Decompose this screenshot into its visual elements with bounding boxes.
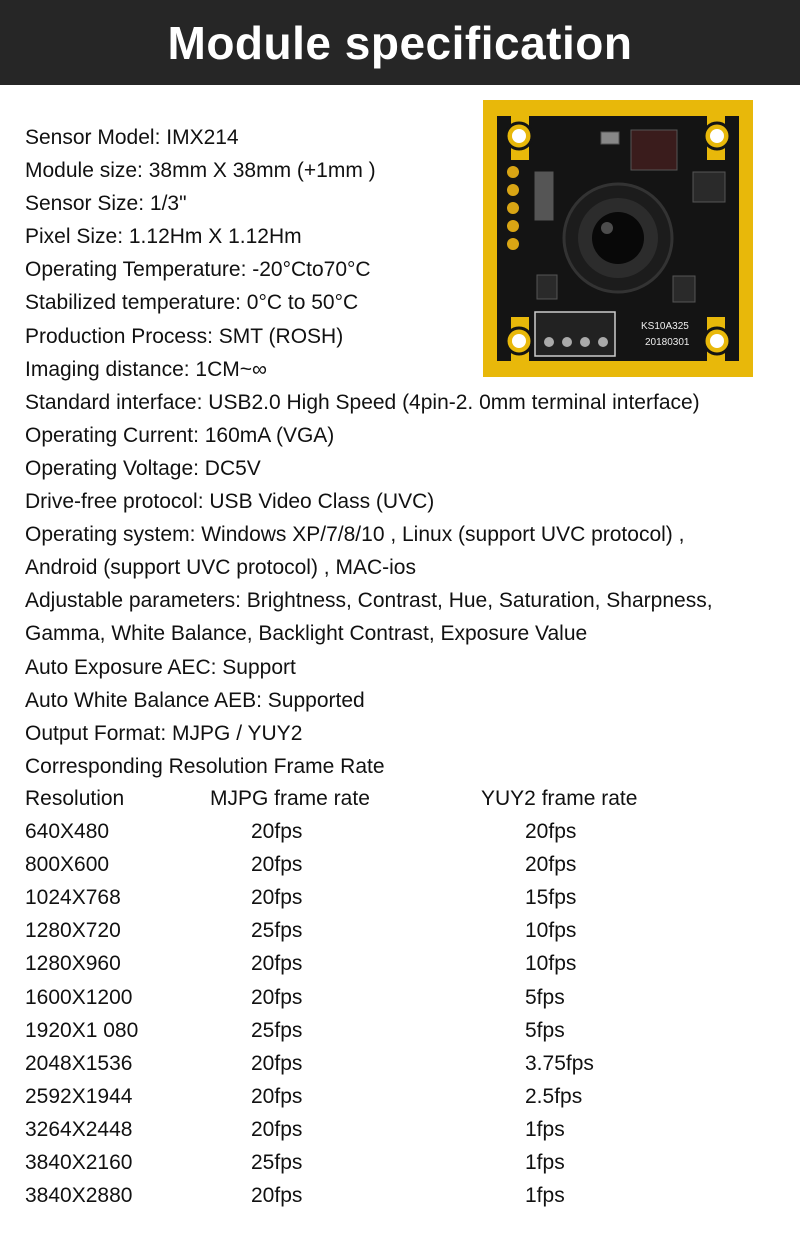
spec-line: Operating Voltage: DC5V: [25, 456, 261, 480]
spec-line: Module size: 38mm X 38mm (+1mm ): [25, 159, 376, 183]
cell-yuy2-rate: 1fps: [525, 1151, 565, 1175]
table-row: [25, 1113, 725, 1146]
cell-resolution: 3264X2448: [25, 1117, 133, 1141]
spec-line: Imaging distance: 1CM~∞: [25, 357, 268, 381]
cell-mjpg-rate: 20fps: [251, 1084, 303, 1108]
cell-yuy2-rate: 5fps: [525, 985, 565, 1009]
table-row: [25, 947, 725, 980]
spec-line: Production Process: SMT (ROSH): [25, 324, 344, 348]
cell-yuy2-rate: 10fps: [525, 919, 577, 943]
camera-module-photo: [483, 100, 753, 377]
cell-mjpg-rate: 20fps: [251, 985, 303, 1009]
usb-connector: [535, 312, 615, 356]
spec-line: Sensor Model: IMX214: [25, 126, 239, 149]
spec-line: Sensor Size: 1/3": [25, 192, 187, 216]
spec-line: Adjustable parameters: Brightness, Contrast, Hue, Saturation, Sharpness,: [25, 589, 713, 613]
cell-yuy2-rate: 1fps: [525, 1117, 565, 1141]
cell-yuy2-rate: 3.75fps: [525, 1051, 594, 1075]
table-row: [25, 1179, 725, 1212]
table-body: [25, 815, 725, 1212]
spec-line: Pixel Size: 1.12Hm X 1.12Hm: [25, 225, 302, 249]
spec-line: Operating Current: 160mA (VGA): [25, 423, 335, 447]
cell-resolution: 3840X2880: [25, 1184, 133, 1208]
frame-rate-table: [25, 782, 725, 1212]
cell-resolution: 2048X1536: [25, 1051, 133, 1075]
spec-line: Output Format: MJPG / YUY2: [25, 721, 303, 745]
cell-mjpg-rate: 20fps: [251, 1117, 303, 1141]
table-header-row: [25, 782, 725, 815]
column-header-mjpg: MJPG frame rate: [210, 787, 370, 810]
spec-line: Stabilized temperature: 0°C to 50°C: [25, 291, 359, 315]
table-row: [25, 1014, 725, 1047]
page-title: Module specification: [167, 16, 633, 69]
cell-resolution: 800X600: [25, 853, 110, 877]
spec-line: Auto White Balance AEB: Supported: [25, 688, 365, 712]
spec-line: Standard interface: USB2.0 High Speed (4pin-2. 0mm terminal interface): [25, 390, 700, 414]
spec-line: Gamma, White Balance, Backlight Contrast, Exposure Value: [25, 622, 588, 646]
table-row: [25, 914, 725, 947]
cell-yuy2-rate: 15fps: [525, 886, 577, 910]
table-row: [25, 981, 725, 1014]
cell-resolution: 1600X1200: [25, 985, 133, 1009]
cell-mjpg-rate: 20fps: [251, 853, 303, 877]
cell-yuy2-rate: 20fps: [525, 820, 577, 844]
title-banner: [0, 0, 800, 85]
cell-mjpg-rate: 25fps: [251, 1151, 303, 1175]
cell-resolution: 3840X2160: [25, 1151, 133, 1175]
cell-resolution: 1280X720: [25, 919, 121, 943]
table-row: [25, 1146, 725, 1179]
cell-mjpg-rate: 20fps: [251, 886, 303, 910]
cell-resolution: 1920X1 080: [25, 1018, 139, 1042]
lens: [564, 184, 672, 292]
cell-yuy2-rate: 20fps: [525, 853, 577, 877]
cell-resolution: 1024X768: [25, 886, 121, 910]
table-row: [25, 881, 725, 914]
cell-mjpg-rate: 20fps: [251, 1051, 303, 1075]
cell-mjpg-rate: 20fps: [251, 1184, 303, 1208]
cell-resolution: 1280X960: [25, 952, 121, 976]
cell-mjpg-rate: 20fps: [251, 952, 303, 976]
spec-line: Drive-free protocol: USB Video Class (UVC): [25, 490, 435, 514]
table-row: [25, 848, 725, 881]
cell-yuy2-rate: 10fps: [525, 952, 577, 976]
table-row: [25, 1080, 725, 1113]
board-label-model: KS10A325: [641, 321, 689, 332]
cell-resolution: 2592X1944: [25, 1084, 133, 1108]
spec-line: Operating system: Windows XP/7/8/10 , Linux (support UVC protocol) ,: [25, 523, 685, 547]
column-header-yuy2: YUY2 frame rate: [481, 787, 638, 810]
cell-yuy2-rate: 5fps: [525, 1018, 565, 1042]
table-row: [25, 815, 725, 848]
cell-mjpg-rate: 25fps: [251, 919, 303, 943]
cell-yuy2-rate: 2.5fps: [525, 1084, 583, 1108]
spec-line: Android (support UVC protocol) , MAC-ios: [25, 556, 416, 580]
table-row: [25, 1047, 725, 1080]
spec-line: Corresponding Resolution Frame Rate: [25, 754, 385, 778]
board-label-date: 20180301: [645, 337, 690, 348]
cell-resolution: 640X480: [25, 820, 110, 844]
spec-line: Operating Temperature: -20°Cto70°C: [25, 258, 371, 282]
cell-mjpg-rate: 20fps: [251, 820, 303, 844]
cell-yuy2-rate: 1fps: [525, 1184, 565, 1208]
spec-line: Auto Exposure AEC: Support: [25, 655, 296, 679]
cell-mjpg-rate: 25fps: [251, 1018, 303, 1042]
column-header-resolution: Resolution: [25, 787, 125, 810]
